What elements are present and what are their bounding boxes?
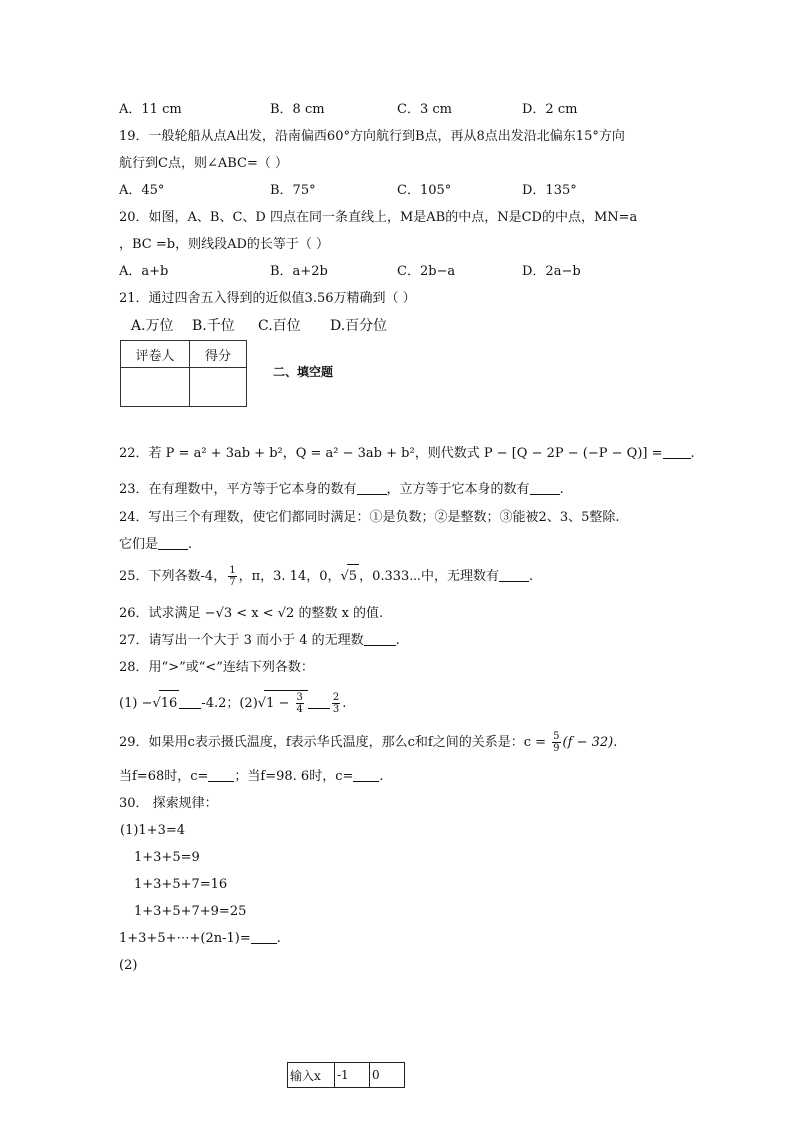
- q24-end: .: [188, 537, 193, 552]
- q25-fraction: [228, 565, 236, 588]
- q20-option-a: A．a+b: [119, 264, 169, 279]
- section-title: 二、填空题: [273, 365, 334, 379]
- q29-blank-1[interactable]: [208, 768, 234, 782]
- q28-p1-end: -4.2；(2): [201, 696, 258, 711]
- q28-p2-frac-den: 3: [332, 704, 340, 715]
- q19-option-c: C．105°: [397, 183, 452, 198]
- q28-p2-inner-den: 4: [296, 704, 303, 715]
- q27-end: .: [395, 633, 400, 648]
- score-table-cell-grader[interactable]: [121, 368, 190, 407]
- q23-blank-2[interactable]: [530, 481, 560, 495]
- q26-line: 26．试求满足 −√3 < x < √2 的整数 x 的值.: [119, 606, 384, 621]
- q25-blank[interactable]: [499, 568, 529, 582]
- q25-end: .: [529, 569, 534, 584]
- q28-line-1: 28．用“>”或“<”连结下列各数：: [119, 660, 314, 675]
- q25-sqrt: 5: [347, 564, 359, 589]
- q22-text: 22．若 P = a² + 3ab + b²，Q = a² − 3ab + b²，则代数式 P − [Q − 2P − (−P − Q)] =: [119, 446, 663, 461]
- q25-frac-den: 7: [229, 577, 236, 588]
- q20-option-c: C．2b−a: [397, 264, 456, 279]
- q28-p2-sqrt: [264, 690, 308, 717]
- q18-option-a: A．11 cm: [119, 102, 182, 117]
- q20-line-1: 20．如图，A、B、C、D 四点在同一条直线上，M是AB的中点，N是CD的中点，MN=a: [119, 210, 638, 225]
- q19-option-b: B．75°: [270, 183, 316, 198]
- q20-option-b: B．a+2b: [270, 264, 328, 279]
- q27-line: [119, 632, 400, 650]
- q22-answer-blank[interactable]: [663, 445, 691, 459]
- q20-option-d: D．2a−b: [522, 264, 581, 279]
- q28-p2-inner-num: 3: [296, 692, 303, 703]
- q19-option-a: A．45°: [119, 183, 165, 198]
- q29-frac-num: 5: [553, 731, 560, 742]
- q23-text-a: 23．在有理数中，平方等于它本身的数有: [119, 482, 357, 497]
- q30-row-5-end: .: [276, 931, 281, 946]
- q29-formula: (f − 32): [562, 735, 614, 750]
- score-table-cell-score[interactable]: [190, 368, 247, 407]
- q19-line-1: 19．一般轮船从点A出发，沿南偏西60°方向航行到B点，再从8点出发沿北偏东15°方向: [119, 129, 625, 144]
- q24-text: 它们是: [119, 537, 159, 552]
- q24-blank[interactable]: [158, 536, 188, 550]
- q29-text-b: 当f=68时，c=: [119, 769, 209, 784]
- q23-text-b: ，立方等于它本身的数有: [386, 482, 530, 497]
- q29-end: .: [613, 735, 618, 750]
- q21-option-b: B.千位: [192, 318, 235, 334]
- q24-line-2: [119, 536, 192, 554]
- q28-p2-sqrt-a: 1 −: [266, 696, 294, 711]
- q21-option-a: A.万位: [131, 318, 174, 334]
- q25-frac-num: 1: [229, 565, 236, 576]
- q18-option-d: D．2 cm: [522, 102, 578, 117]
- q28-p2-frac-num: 2: [332, 692, 340, 703]
- q22-line: [119, 445, 695, 463]
- q18-option-b: B．8 cm: [270, 102, 325, 117]
- input-output-table: [287, 1062, 405, 1088]
- q23-end: .: [559, 482, 564, 497]
- q25-line: 25．下列各数-4， $\frac{1}{7}$ ，π，3. 14，0，√5 ，0.333⋯中，无理数有 .: [119, 565, 534, 588]
- q28-p2-frac-inner: [296, 692, 304, 715]
- score-table: [120, 340, 247, 407]
- q25-text-c: ，0.333⋯中，无理数有: [359, 569, 499, 584]
- io-table-label: 输入x: [288, 1063, 335, 1088]
- score-table-header-grader: 评卷人: [121, 341, 190, 368]
- q27-blank[interactable]: [364, 632, 396, 646]
- q30-row-2: 1+3+5=9: [134, 850, 200, 865]
- q29-blank-2[interactable]: [353, 768, 379, 782]
- q30-row-1: (1)1+3=4: [120, 823, 186, 838]
- q28-line-2: (1) −√16 -4.2；(2)√1 − $\frac{3}{4}$ $\frac{2}{3}$ .: [119, 692, 347, 715]
- q30-row-3: 1+3+5+7=16: [134, 877, 228, 892]
- q29-fraction: [552, 731, 560, 754]
- q20-line-2: ，BC =b，则线段AD的长等于（ ）: [119, 237, 330, 252]
- q28-p1-sqrt: 16: [159, 690, 180, 717]
- q30-blank[interactable]: [251, 930, 277, 944]
- q21-line-1: 21．通过四舍五入得到的近似值3.56万精确到（ ）: [119, 291, 416, 306]
- q23-line: [119, 481, 564, 499]
- q30-row-6: (2): [119, 958, 138, 973]
- q29-line-1: [119, 730, 617, 756]
- q29-text-c: ；当f=98. 6时，c=: [234, 769, 354, 784]
- q22-end: .: [690, 446, 695, 461]
- q25-text-a: 25．下列各数-4，: [119, 569, 227, 584]
- q30-row-5: [119, 930, 281, 948]
- q29-text-a: 29．如果用c表示摄氏温度，f表示华氏温度，那么c和f之间的关系是：c =: [119, 735, 551, 750]
- q21-option-c: C.百位: [258, 318, 301, 334]
- q29-frac-den: 9: [553, 743, 560, 754]
- q30-row-4: 1+3+5+7+9=25: [134, 904, 247, 919]
- q29-line-2: [119, 768, 384, 786]
- q30-row-5-text: 1+3+5+⋯+(2n-1)=: [119, 931, 251, 946]
- q28-end: .: [342, 696, 347, 711]
- q28-p2-frac: [332, 692, 340, 715]
- q27-text: 27．请写出一个大于 3 而小于 4 的无理数: [119, 633, 364, 648]
- q28-p1-text: (1) −: [119, 696, 153, 711]
- q28-blank-2[interactable]: [308, 695, 330, 709]
- score-table-header-score: 得分: [190, 341, 247, 368]
- q30-title: 30． 探索规律：: [119, 796, 218, 811]
- q28-blank-1[interactable]: [179, 695, 201, 709]
- q19-line-2: 航行到C点，则∠ABC=（ ）: [119, 156, 288, 171]
- q18-option-c: C．3 cm: [397, 102, 452, 117]
- q24-line-1: 24．写出三个有理数，使它们都同时满足：①是负数；②是整数；③能被2、3、5整除.: [119, 510, 620, 525]
- q25-text-b: ，π，3. 14，0，: [238, 569, 341, 584]
- io-table-value-2: 0: [370, 1063, 405, 1088]
- q21-option-d: D.百分位: [330, 318, 388, 334]
- q29-end-2: .: [379, 769, 384, 784]
- io-table-value-1: -1: [335, 1063, 370, 1088]
- q19-option-d: D．135°: [522, 183, 577, 198]
- q23-blank-1[interactable]: [357, 481, 387, 495]
